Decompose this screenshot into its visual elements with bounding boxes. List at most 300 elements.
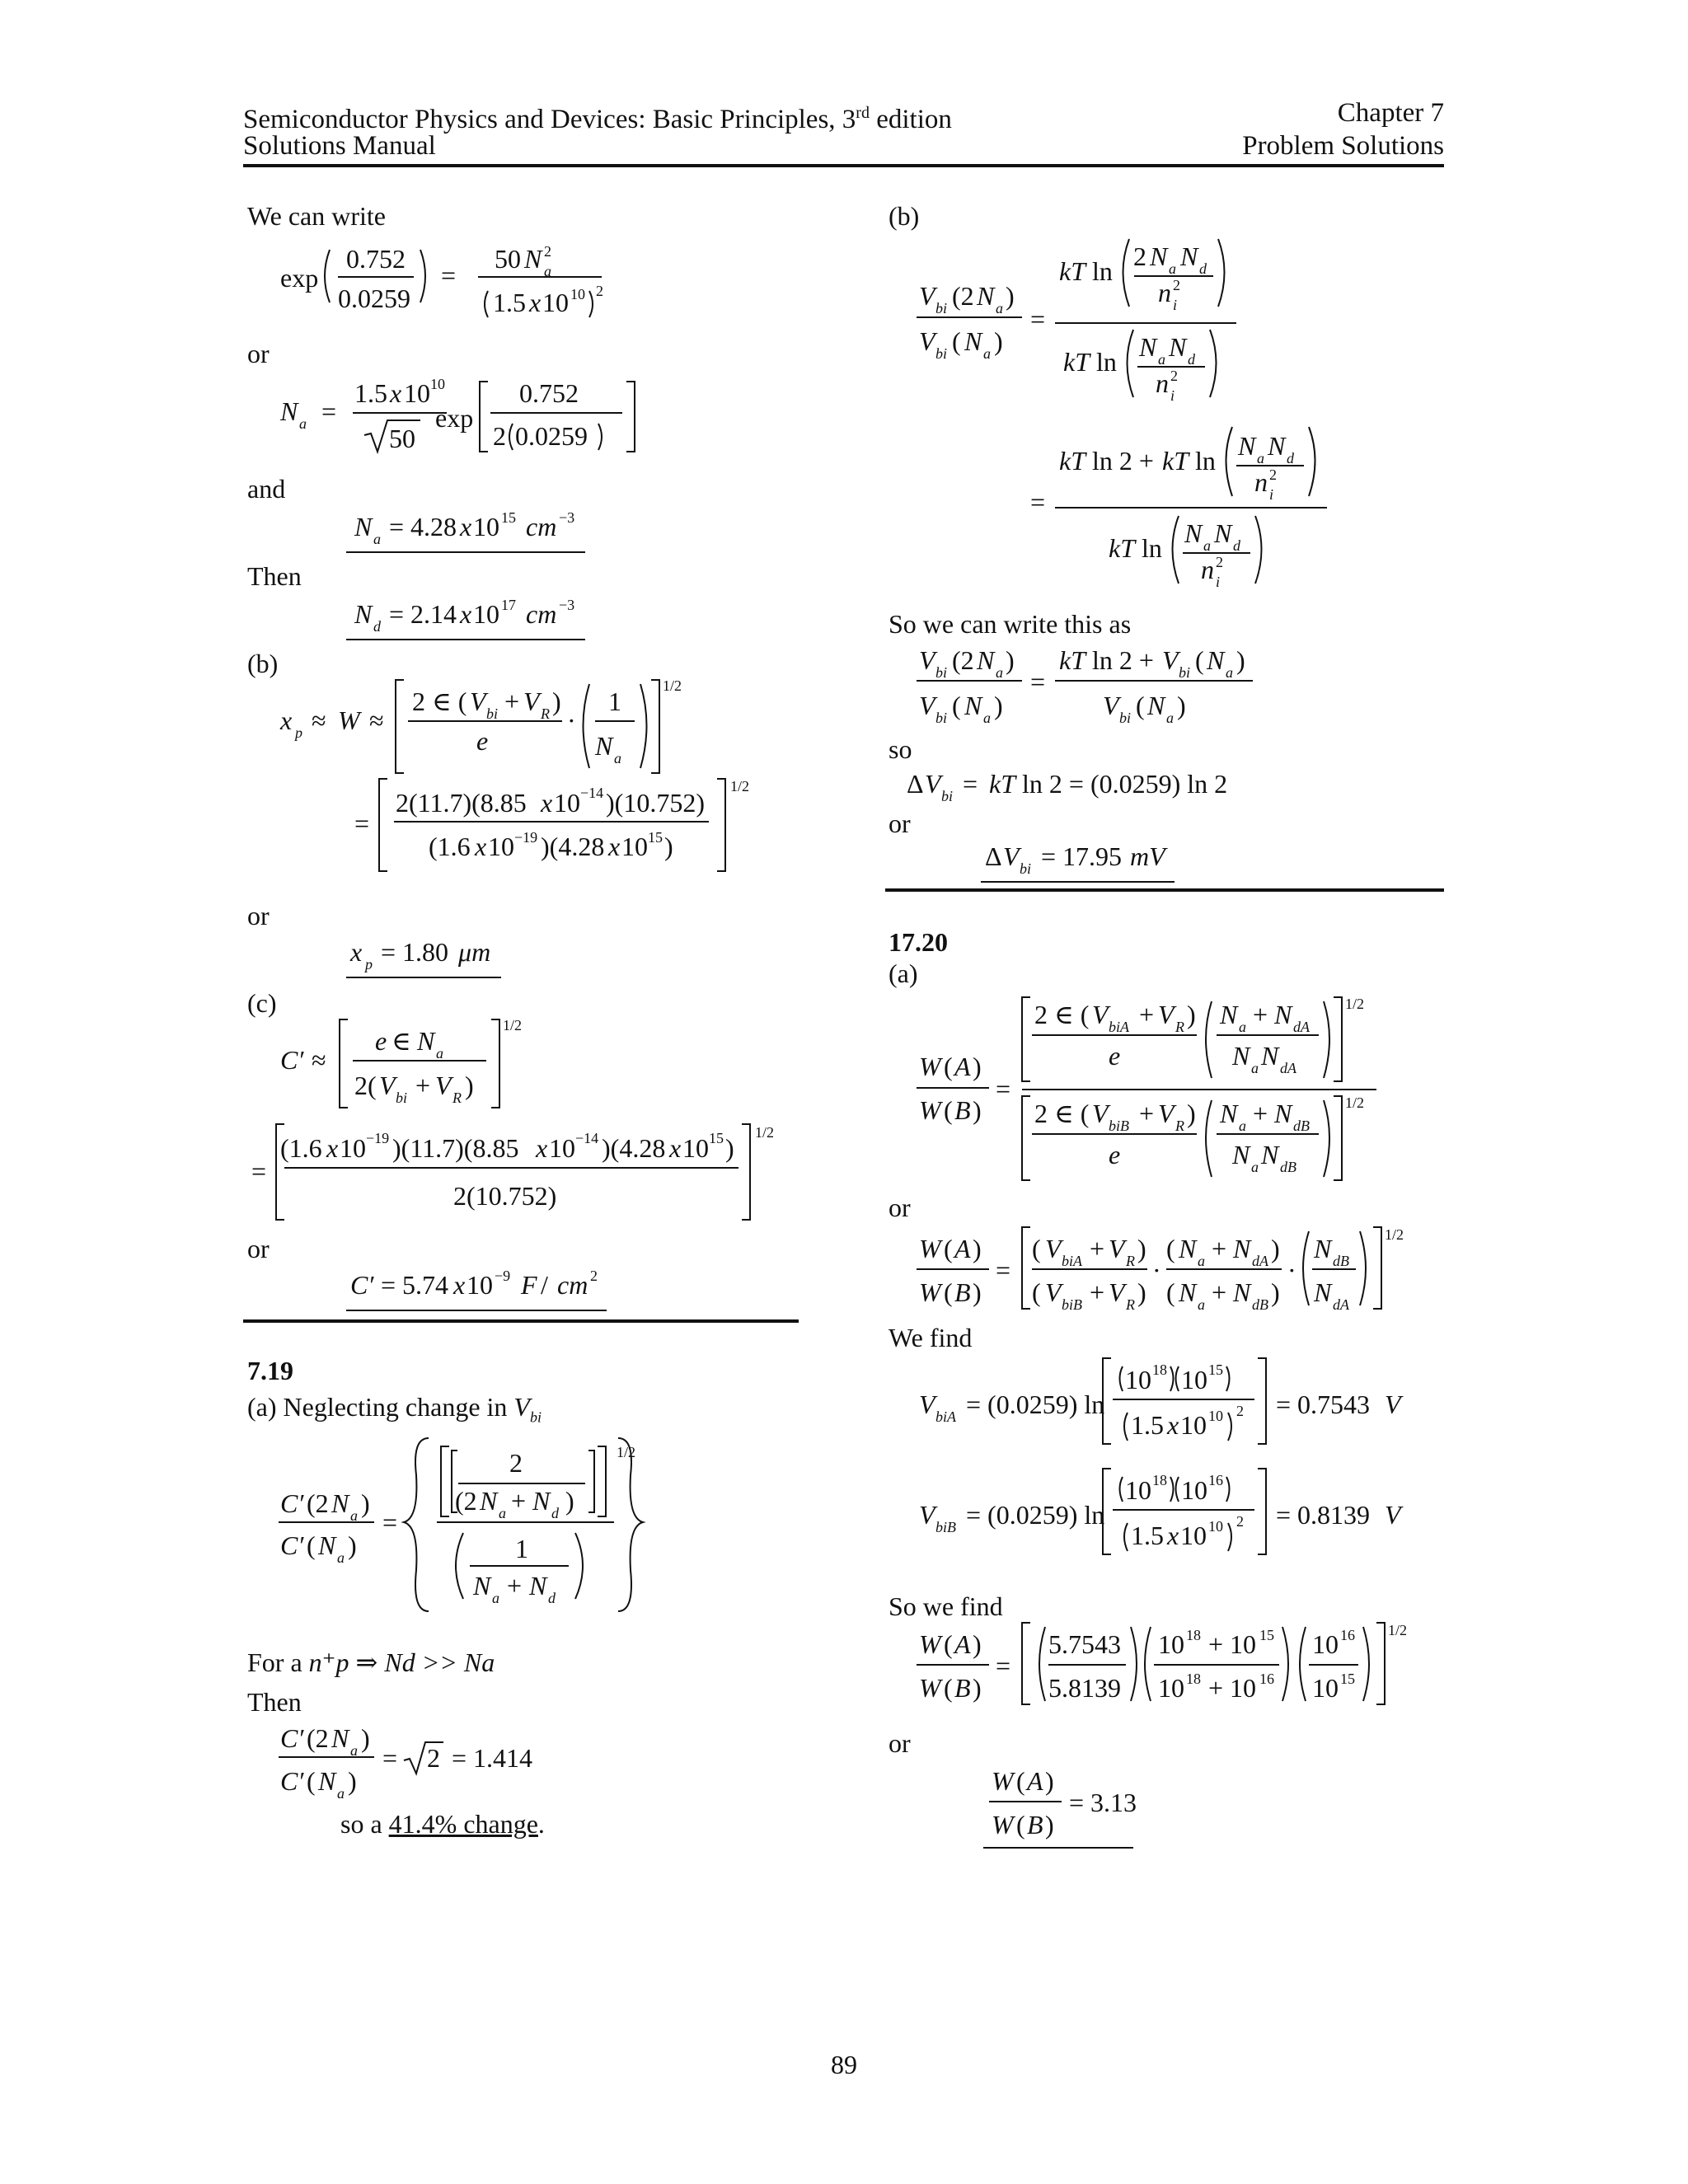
svg-text:= (0.0259) ln: = (0.0259) ln	[966, 1390, 1105, 1419]
svg-text:N: N	[1232, 1140, 1250, 1169]
equation-w-result	[977, 1755, 1175, 1854]
svg-text:(2: (2	[952, 645, 974, 675]
svg-text:=: =	[996, 1651, 1011, 1680]
svg-text:2(10.752): 2(10.752)	[453, 1181, 557, 1211]
svg-text:16: 16	[1208, 1472, 1223, 1488]
svg-text:0.752: 0.752	[346, 244, 406, 274]
svg-text:15: 15	[1208, 1361, 1223, 1378]
svg-text:ln: ln	[1195, 446, 1216, 476]
svg-text:R: R	[1175, 1019, 1184, 1035]
svg-text:a: a	[492, 1590, 499, 1606]
svg-text:1/2: 1/2	[1388, 1622, 1408, 1638]
svg-text:): )	[1045, 1810, 1054, 1840]
svg-text:10: 10	[340, 1133, 366, 1163]
svg-text:50: 50	[389, 424, 415, 453]
svg-text:V: V	[523, 687, 540, 716]
svg-text:(: (	[952, 326, 961, 356]
svg-text:V: V	[1109, 1234, 1125, 1263]
svg-text:2: 2	[544, 243, 551, 260]
svg-text:a: a	[499, 1505, 506, 1521]
svg-text:dA: dA	[1252, 1253, 1268, 1269]
svg-text:V: V	[919, 645, 935, 675]
svg-text:a: a	[1203, 537, 1211, 554]
svg-text:·: ·	[567, 705, 576, 735]
svg-text:1: 1	[608, 687, 621, 716]
svg-text:(: (	[944, 1629, 953, 1659]
text-then-2: Then	[247, 1687, 302, 1717]
equation-na-expression	[272, 369, 668, 460]
svg-text:W: W	[919, 1629, 941, 1659]
svg-text:(: (	[1195, 645, 1204, 675]
svg-text:N: N	[473, 1571, 491, 1601]
svg-text:+: +	[1139, 1000, 1155, 1029]
svg-text:1: 1	[515, 1534, 528, 1563]
svg-text:x: x	[460, 599, 472, 629]
equation-exp	[272, 233, 618, 324]
svg-text:(: (	[1166, 1234, 1175, 1263]
svg-text:x: x	[460, 512, 472, 541]
svg-text:a: a	[983, 710, 991, 726]
svg-text:−14: −14	[575, 1130, 599, 1146]
svg-text:(: (	[307, 1530, 316, 1560]
svg-text:V: V	[925, 769, 941, 799]
svg-text:2: 2	[1173, 277, 1180, 293]
svg-text:a: a	[337, 1785, 345, 1802]
svg-text:(: (	[1032, 1234, 1041, 1263]
svg-text:2 ∈ (: 2 ∈ (	[1034, 1000, 1090, 1029]
svg-text:i: i	[1216, 574, 1221, 590]
problem-number-17-20: 17.20	[889, 927, 948, 957]
svg-text:10: 10	[473, 512, 499, 541]
svg-text:2: 2	[1236, 1513, 1244, 1530]
svg-text:1.5: 1.5	[493, 288, 526, 317]
svg-text:kT: kT	[1063, 347, 1090, 377]
svg-text:N: N	[1180, 241, 1198, 271]
svg-text:dA: dA	[1280, 1060, 1296, 1076]
svg-text:N: N	[1274, 1000, 1292, 1029]
svg-text:biB: biB	[1109, 1118, 1129, 1134]
svg-text:10: 10	[1158, 1673, 1184, 1703]
svg-text:2: 2	[1269, 466, 1277, 483]
svg-text:≈: ≈	[312, 1045, 326, 1075]
svg-text:W: W	[919, 1277, 941, 1307]
svg-text:bi: bi	[1179, 664, 1191, 681]
svg-text:a: a	[544, 263, 551, 279]
svg-text:p: p	[295, 724, 302, 741]
svg-text:W: W	[919, 1234, 941, 1263]
svg-text:2 ∈ (: 2 ∈ (	[412, 687, 467, 716]
text-or-right-2: or	[889, 1193, 911, 1222]
svg-text:x: x	[1167, 1521, 1179, 1550]
svg-text:5.8139: 5.8139	[1048, 1673, 1121, 1703]
equation-na-result	[338, 504, 602, 554]
svg-text:=: =	[1030, 304, 1046, 334]
svg-text:a: a	[337, 1549, 345, 1566]
svg-text:= 0.7543: = 0.7543	[1276, 1390, 1371, 1419]
svg-text:bi: bi	[941, 788, 954, 804]
svg-text:2(11.7)(8.85: 2(11.7)(8.85	[396, 788, 527, 818]
svg-text:V: V	[435, 1071, 452, 1100]
svg-text:μm: μm	[458, 937, 491, 967]
svg-text:N: N	[280, 396, 298, 426]
svg-text:n: n	[1156, 368, 1169, 398]
svg-text:N: N	[480, 1486, 498, 1516]
text-or-right-1: or	[889, 808, 911, 838]
equation-xp-expression	[272, 676, 799, 874]
svg-text:a: a	[1169, 260, 1176, 277]
svg-text:+: +	[511, 1486, 527, 1516]
svg-text:V: V	[1158, 1000, 1175, 1029]
svg-text:+: +	[1212, 1234, 1227, 1263]
svg-text:x: x	[669, 1133, 682, 1163]
svg-text:B: B	[954, 1673, 971, 1703]
svg-text:x: x	[280, 705, 293, 735]
svg-text:): )	[1236, 645, 1245, 675]
svg-text:e: e	[1109, 1140, 1121, 1169]
text-so-right: so	[889, 734, 912, 764]
svg-text:N: N	[1314, 1234, 1332, 1263]
svg-text:−3: −3	[559, 597, 575, 613]
svg-text:=: =	[441, 260, 457, 290]
svg-text:exp: exp	[280, 263, 319, 293]
text-for-a-npn: For a n⁺p ⇒ Nd >> Na	[247, 1647, 495, 1677]
svg-text:N: N	[1232, 1041, 1250, 1071]
svg-text:d: d	[1188, 351, 1195, 368]
svg-text:10: 10	[1181, 1365, 1207, 1394]
svg-text:e: e	[1109, 1041, 1121, 1071]
svg-text:): )	[973, 1629, 982, 1659]
svg-text:): )	[1271, 1277, 1280, 1307]
svg-text:bi: bi	[396, 1090, 408, 1106]
svg-text:W: W	[992, 1810, 1014, 1840]
svg-text:): )	[994, 691, 1003, 720]
text-then-1: Then	[247, 561, 302, 591]
svg-text:N: N	[354, 599, 373, 629]
svg-text:d: d	[373, 618, 381, 635]
svg-text:≈: ≈	[312, 705, 326, 735]
svg-text:): )	[973, 1277, 982, 1307]
svg-text:p: p	[365, 956, 373, 972]
svg-text:16: 16	[1340, 1627, 1355, 1643]
svg-text:5.7543: 5.7543	[1048, 1629, 1121, 1659]
svg-text:N: N	[964, 326, 982, 356]
svg-text:−19: −19	[366, 1130, 390, 1146]
svg-text:N: N	[1184, 518, 1203, 548]
svg-text:= 5.74: = 5.74	[381, 1270, 449, 1300]
svg-text:−3: −3	[559, 509, 575, 526]
svg-text:(: (	[944, 1095, 953, 1125]
svg-text:x: x	[608, 832, 621, 861]
text-or-1: or	[247, 339, 270, 368]
svg-text:cm: cm	[526, 512, 557, 541]
svg-text:d: d	[548, 1590, 556, 1606]
svg-text:a: a	[996, 300, 1003, 316]
svg-text:N: N	[1169, 332, 1187, 362]
svg-text:kT: kT	[1059, 645, 1085, 675]
svg-text:dB: dB	[1252, 1296, 1268, 1313]
svg-text:)(10.752): )(10.752)	[606, 788, 705, 818]
svg-text:N: N	[532, 1486, 551, 1516]
svg-text:18: 18	[1152, 1472, 1167, 1488]
svg-text:x: x	[541, 788, 553, 818]
svg-text:a: a	[1257, 450, 1264, 466]
svg-text:i: i	[1170, 387, 1175, 404]
svg-text:N: N	[524, 244, 542, 274]
svg-text:(2: (2	[455, 1486, 477, 1516]
svg-text:A: A	[954, 1234, 971, 1263]
svg-text:1.5: 1.5	[1131, 1521, 1164, 1550]
svg-text:)(11.7)(8.85: )(11.7)(8.85	[392, 1133, 519, 1163]
svg-text:N: N	[318, 1766, 336, 1796]
svg-text:V: V	[1385, 1390, 1401, 1419]
svg-text:(: (	[944, 1673, 953, 1703]
svg-text:= 17.95: = 17.95	[1041, 841, 1123, 871]
equation-vbi-ratio	[907, 231, 1368, 602]
svg-text:W: W	[338, 705, 360, 735]
svg-text:10: 10	[1180, 1410, 1207, 1440]
svg-text:+: +	[1253, 1099, 1268, 1128]
equation-vbia	[907, 1352, 1418, 1451]
svg-text:a: a	[996, 664, 1003, 681]
svg-text:∈: ∈	[392, 1026, 411, 1056]
text-we-find: We find	[889, 1323, 973, 1352]
svg-text:a: a	[1158, 351, 1165, 368]
svg-text:mV: mV	[1130, 841, 1165, 871]
svg-text:biA: biA	[1109, 1019, 1129, 1035]
svg-text:ln: ln	[1092, 256, 1113, 286]
svg-text:d: d	[1233, 537, 1240, 554]
svg-text:V: V	[1045, 1277, 1062, 1307]
svg-text:1/2: 1/2	[1345, 1094, 1365, 1111]
svg-text:): )	[994, 326, 1003, 356]
svg-text:+: +	[504, 687, 520, 716]
svg-text:C′: C′	[280, 1045, 304, 1075]
equation-vbi-write	[907, 636, 1286, 727]
svg-text:2: 2	[427, 1743, 440, 1773]
svg-text:bi: bi	[935, 664, 948, 681]
svg-text:=: =	[996, 1074, 1011, 1104]
svg-text:10: 10	[682, 1133, 709, 1163]
svg-text:= 2.14: = 2.14	[389, 599, 457, 629]
svg-text:=: =	[1030, 667, 1046, 696]
svg-text:2: 2	[1170, 368, 1178, 384]
equation-ratio-expression	[272, 1426, 701, 1615]
svg-text:a: a	[1251, 1060, 1259, 1076]
svg-text:ln: ln	[1096, 347, 1117, 377]
problem-number-7-19: 7.19	[247, 1356, 293, 1385]
header-chapter: Chapter 7	[1337, 98, 1444, 128]
svg-text:V: V	[1092, 1000, 1109, 1029]
svg-text:a: a	[1226, 664, 1233, 681]
svg-text:2: 2	[590, 1268, 598, 1284]
svg-text:cm: cm	[526, 599, 557, 629]
svg-text:N: N	[1147, 691, 1165, 720]
svg-text:W: W	[919, 1052, 941, 1081]
svg-text:W: W	[919, 1095, 941, 1125]
label-part-a-right: (a)	[889, 958, 918, 988]
svg-text:R: R	[452, 1090, 462, 1106]
svg-text:= 1.80: = 1.80	[381, 937, 449, 967]
svg-text:x: x	[475, 832, 487, 861]
svg-text:V: V	[919, 691, 935, 720]
svg-text:V: V	[1158, 1099, 1175, 1128]
svg-text:N: N	[1233, 1234, 1251, 1263]
svg-text:dA: dA	[1293, 1019, 1310, 1035]
svg-text:10: 10	[549, 1133, 575, 1163]
equation-c-expression	[247, 1015, 808, 1230]
svg-text:(: (	[1016, 1810, 1025, 1840]
svg-text:W: W	[992, 1766, 1014, 1796]
svg-text:V: V	[1162, 645, 1179, 675]
svg-text:10: 10	[430, 376, 445, 392]
svg-text:): )	[361, 1723, 370, 1753]
svg-text:B: B	[954, 1277, 971, 1307]
svg-text:N: N	[331, 1488, 349, 1518]
svg-text:x: x	[536, 1133, 548, 1163]
svg-text:1/2: 1/2	[617, 1444, 636, 1460]
svg-text:−9: −9	[495, 1268, 511, 1284]
svg-text:10: 10	[1125, 1475, 1151, 1505]
svg-text:a: a	[1239, 1019, 1246, 1035]
svg-text:a: a	[350, 1507, 358, 1524]
svg-text:V: V	[919, 326, 935, 356]
svg-text:B: B	[1027, 1810, 1043, 1840]
svg-text:2: 2	[1236, 1403, 1244, 1419]
svg-text:): )	[1137, 1234, 1146, 1263]
svg-text:10: 10	[1181, 1475, 1207, 1505]
equation-c-result	[338, 1263, 618, 1312]
svg-text:C′: C′	[280, 1530, 304, 1560]
svg-text:a: a	[1198, 1253, 1205, 1269]
svg-text:(2: (2	[307, 1488, 329, 1518]
svg-text:N: N	[1268, 431, 1286, 461]
svg-text:biB: biB	[935, 1519, 956, 1535]
svg-text:a: a	[1198, 1296, 1205, 1313]
svg-text:+ 10: + 10	[1208, 1673, 1257, 1703]
svg-text:10: 10	[1208, 1518, 1223, 1535]
svg-text:= 4.28: = 4.28	[389, 512, 457, 541]
svg-text:): )	[973, 1095, 982, 1125]
svg-text:Δ: Δ	[907, 769, 924, 799]
svg-text:F: F	[521, 1270, 537, 1300]
svg-text:N: N	[529, 1571, 547, 1601]
svg-text:(2: (2	[307, 1723, 329, 1753]
svg-text:+: +	[1212, 1277, 1227, 1307]
svg-text:C′: C′	[350, 1270, 374, 1300]
svg-text:V: V	[379, 1071, 396, 1100]
svg-text:15: 15	[648, 829, 663, 846]
svg-text:i: i	[1269, 486, 1274, 503]
svg-text:a: a	[350, 1742, 358, 1759]
svg-text:(: (	[952, 691, 961, 720]
svg-text:bi: bi	[1119, 710, 1132, 726]
svg-text:N: N	[1150, 241, 1168, 271]
equation-delta-vbi-result	[977, 834, 1191, 883]
svg-text:1/2: 1/2	[503, 1017, 523, 1033]
svg-text:2: 2	[1216, 554, 1223, 570]
equation-w-ratio-2	[907, 1223, 1434, 1314]
svg-text:W: W	[919, 1673, 941, 1703]
equation-ratio-result	[272, 1714, 618, 1805]
svg-text:15: 15	[1340, 1671, 1355, 1687]
svg-text:R: R	[541, 705, 550, 722]
svg-text:= 1.414: = 1.414	[452, 1743, 533, 1773]
svg-text:10: 10	[1312, 1629, 1339, 1659]
svg-text:): )	[1045, 1766, 1054, 1796]
svg-text:2: 2	[509, 1448, 523, 1478]
svg-text:1/2: 1/2	[1345, 996, 1365, 1012]
svg-text:·: ·	[1287, 1255, 1296, 1285]
svg-text:+: +	[507, 1571, 523, 1601]
svg-text:kT: kT	[1059, 256, 1085, 286]
svg-text:V: V	[1092, 1099, 1109, 1128]
svg-text:V: V	[470, 687, 486, 716]
svg-text:(: (	[944, 1277, 953, 1307]
svg-text:+: +	[415, 1071, 431, 1100]
svg-text:1/2: 1/2	[1385, 1226, 1404, 1243]
svg-text:a: a	[614, 750, 621, 766]
text-or-3: or	[247, 1234, 270, 1263]
svg-text:V: V	[1109, 1277, 1125, 1307]
svg-text:10: 10	[467, 1270, 493, 1300]
equation-nd-result	[338, 592, 602, 641]
header-title: Semiconductor Physics and Devices: Basic Principles, 3rd edition	[243, 104, 952, 134]
svg-text:kT: kT	[1059, 446, 1085, 476]
svg-text:)(4.28: )(4.28	[602, 1133, 666, 1163]
svg-text:N: N	[1220, 1000, 1238, 1029]
svg-text:d: d	[1199, 260, 1207, 277]
svg-text:(2: (2	[952, 281, 974, 311]
svg-text:bi: bi	[486, 705, 499, 722]
svg-text:=: =	[382, 1507, 398, 1537]
svg-text:0.0259: 0.0259	[338, 284, 410, 313]
svg-text:50: 50	[495, 244, 521, 274]
svg-text:): )	[664, 832, 673, 861]
svg-text:1/2: 1/2	[755, 1124, 775, 1141]
svg-text:10: 10	[1180, 1521, 1207, 1550]
svg-text:−19: −19	[514, 829, 538, 846]
svg-text:x: x	[1167, 1410, 1179, 1440]
svg-text:kT: kT	[989, 769, 1015, 799]
svg-text:i: i	[1173, 297, 1178, 313]
svg-text:V: V	[919, 1390, 935, 1419]
svg-text:(1.6: (1.6	[429, 832, 471, 861]
svg-text:10: 10	[570, 286, 585, 302]
svg-text:N: N	[331, 1723, 349, 1753]
svg-text:): )	[552, 687, 561, 716]
svg-text:N: N	[1274, 1099, 1292, 1128]
label-part-c: (c)	[247, 988, 277, 1018]
svg-text:N: N	[1207, 645, 1225, 675]
svg-text:−14: −14	[580, 785, 604, 801]
svg-text:kT: kT	[1162, 446, 1189, 476]
svg-text:A: A	[954, 1629, 971, 1659]
svg-text:2(: 2(	[354, 1071, 377, 1100]
svg-text:=: =	[354, 808, 370, 838]
svg-text:bi: bi	[935, 300, 948, 316]
svg-text:A: A	[954, 1052, 971, 1081]
svg-text:(1.6: (1.6	[280, 1133, 322, 1163]
svg-text:≈: ≈	[369, 705, 384, 735]
svg-text:ln 2 = (0.0259) ln 2: ln 2 = (0.0259) ln 2	[1022, 769, 1228, 799]
svg-text:d: d	[1287, 450, 1294, 466]
svg-text:N: N	[417, 1026, 435, 1056]
text-or-2: or	[247, 901, 270, 930]
svg-text:kT: kT	[1109, 533, 1135, 563]
svg-text:e: e	[476, 726, 489, 756]
label-part-b-right: (b)	[889, 201, 920, 231]
svg-text:N: N	[1261, 1041, 1279, 1071]
